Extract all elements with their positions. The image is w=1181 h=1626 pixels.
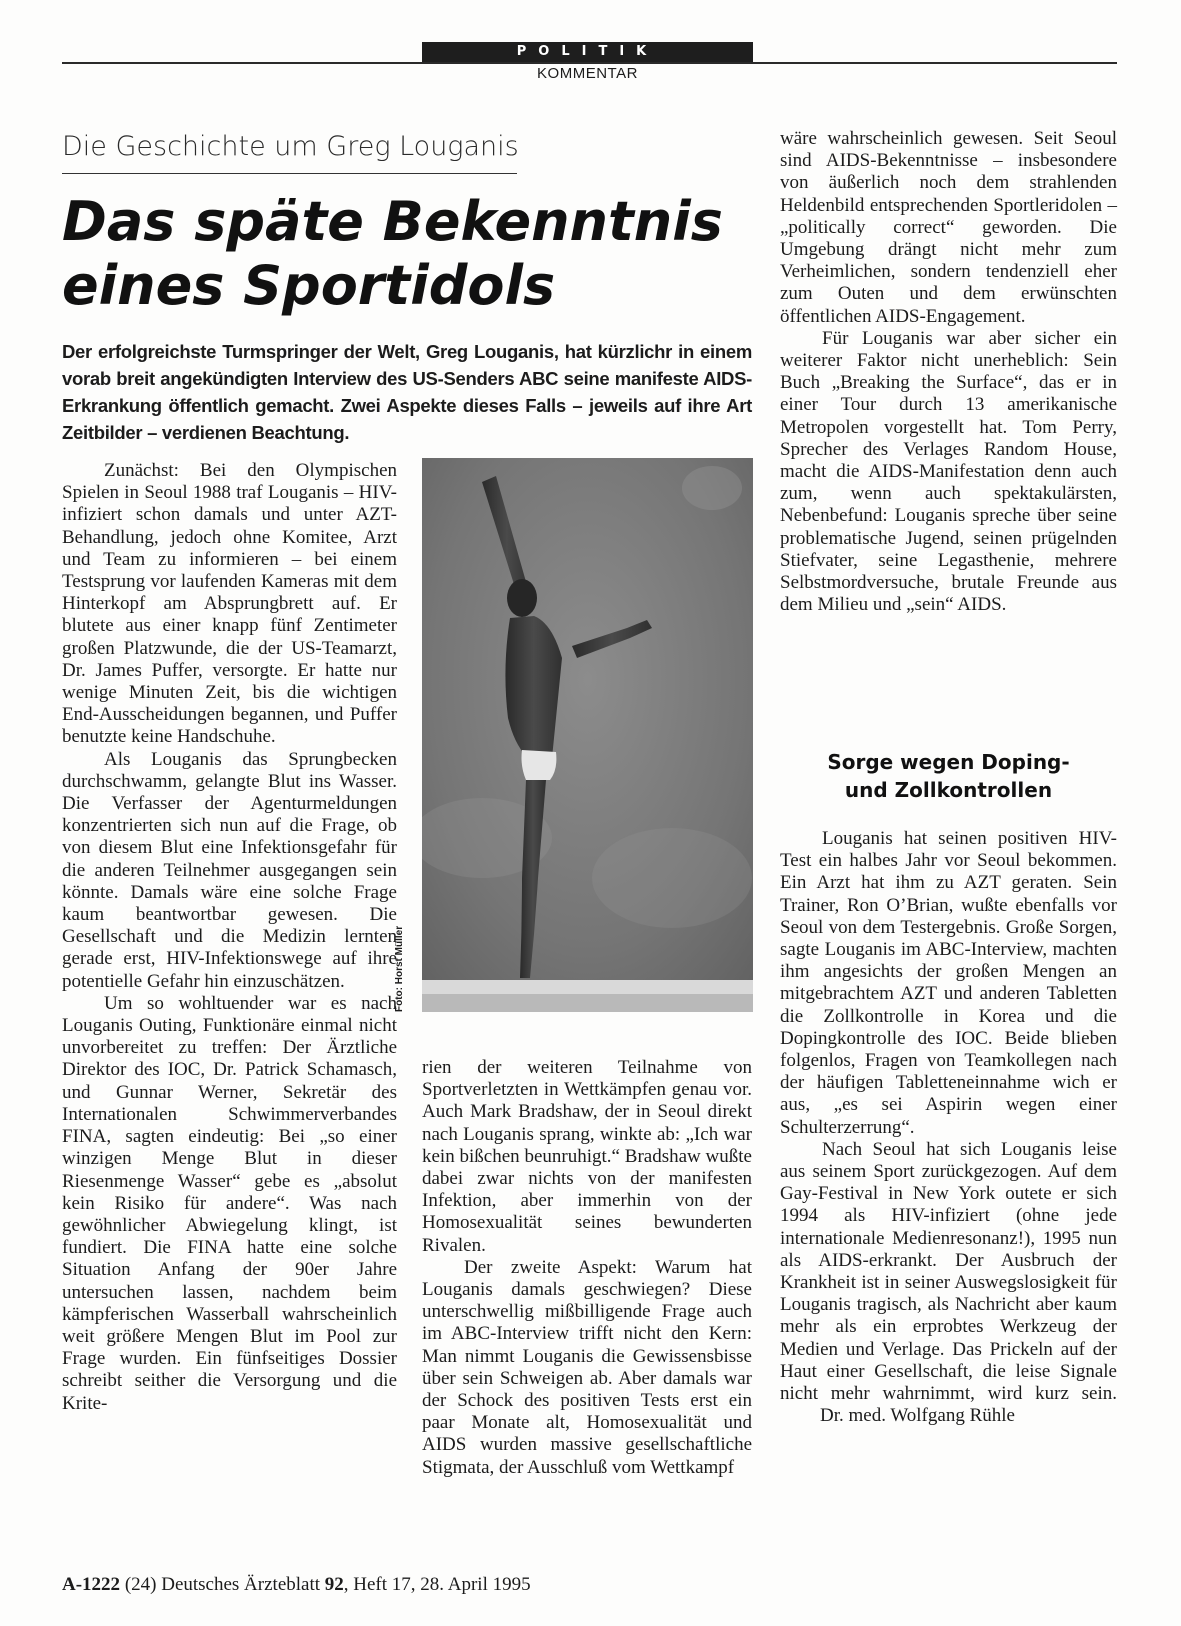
- headline-line-2: eines Sportidols: [62, 254, 556, 317]
- paragraph: rien der weiteren Teilnahme von Sportverletzten in Wettkämpfen genau vor. Auch Mark Bradshaw, der in Seoul direkt nach Louganis sprang, winkte ab: „Ich war kein bißchen beunruhigt.“ Bradshaw wußte dabei zwar nichts von der manifesten Infektion, aber immerhin von der Homosexualität seines bewunderten Rivalen.: [422, 1057, 752, 1256]
- paragraph: Louganis hat seinen positiven HIV-Test ein halbes Jahr vor Seoul bekommen. Ein Arzt hat ihm zu AZT geraten. Sein Trainer, Ron O’Brian, wußte ebenfalls vor Seoul von dem Testergebnis. Große Sorgen, sagte Louganis im ABC-Interview, machten ihm angesichts der großen Mengen an mitgebrachtem AZT und anderen Tabletten die Zollkontrolle in Korea und die Dopingkontrolle des IOC. Beide blieben folgenlos, Fragen von Teamkollegen nach der häufigen Tabletteneinnahme wich er aus, „es sei Aspirin wegen einer Schulterzerrung“.: [780, 828, 1117, 1138]
- paragraph: Um so wohltuender war es nach Louganis Outing, Funktionäre einmal nicht unvorbereitet zu treffen: Der Ärztliche Direktor des IOC, Dr. Patrick Schamasch, und Gunnar Werner, Sekretär des Internationalen Schwimmerverbandes FINA, sagten eindeutig: Bei „so einer winzigen Menge Blut in dieser Riesenmenge Wasser“ gebe es „absolut kein Risiko für andere“. Was nach gewöhnlicher Abwiegelung klingt, ist fundiert. Die FINA hatte eine solche Situation Anfang der 90er Jahre untersuchen lassen, nachdem beim kämpferischen Wasserball wahrscheinlich weit größere Mengen Blut im Pool zur Frage wurden. Ein fünfseitiges Dossier schreibt seither die Versorgung und die Krite-: [62, 992, 397, 1414]
- page-number-alt: (24): [124, 1574, 157, 1595]
- paragraph: [780, 1139, 1117, 1428]
- section-label: POLITIK: [422, 42, 753, 62]
- paragraph: wäre wahrscheinlich gewesen. Seit Seoul sind AIDS-Bekenntnisse – insbesondere von äußerlich noch dem strahlenden Heldenbild entsprechenden Sportleridolen – „politically correct“ geworden. Die Umgebung drängt nicht mehr zum Verheimlichen, sondern tendenziell eher zum Outen und dem erwünschten öffentlichen AIDS-Engagement.: [780, 128, 1117, 327]
- page-footer: [62, 1574, 531, 1596]
- photo-credit: Foto: Horst Müller: [394, 925, 405, 1012]
- diver-photo-illustration: [422, 458, 753, 1012]
- paragraph: Der zweite Aspekt: Warum hat Louganis damals geschwiegen? Diese unterschwellig mißbilligende Frage auch im ABC-Interview trifft nicht den Kern: Man nimmt Louganis die Gewissensbisse über sein Schweigen ab. Aber damals war der Schock des positiven Tests erst ein paar Monate alt, Homosexualität und AIDS wurden massive gesellschaftliche Stigmata, der Ausschluß vom Wettkampf: [422, 1256, 752, 1478]
- article-kicker: Die Geschichte um Greg Louganis: [62, 131, 519, 162]
- section-sublabel: KOMMENTAR: [537, 65, 638, 82]
- paragraph: Zunächst: Bei den Olympischen Spielen in Seoul 1988 traf Louganis – HIV-infiziert schon damals und unter AZT-Behandlung, jedoch ohne Komitee, Arzt und Team zu informieren – bei einem Testsprung vor laufenden Kameras mit dem Hinterkopf am Absprungbrett auf. Er blutete aus einer knapp fünf Zentimeter großen Platzwunde, die der US-Teamarzt, Dr. James Puffer, versorgte. Er hatte nur wenige Minuten Zeit, bis die wichtigen End-Ausscheidungen begannen, und Puffer benutzte keine Handschuhe.: [62, 460, 397, 748]
- column-2: [422, 1057, 752, 1479]
- journal-volume: 92: [324, 1574, 344, 1595]
- diver-photo: [422, 458, 753, 1012]
- column-3-top: [780, 128, 1117, 616]
- author-signature: Dr. med. Wolfgang Rühle: [820, 1405, 1015, 1427]
- article-headline: [62, 190, 752, 318]
- paragraph-text: Nach Seoul hat sich Louganis leise aus seinem Sport zurückgezogen. Auf dem Gay-Festival in New York outete er sich 1994 als HIV-infiziert (ohne jede internationale Medienresonanz!), 1995 nun als AIDS-erkrankt. Der Ausbruch der Krankheit ist in seiner Auswegslosigkeit für Louganis tragisch, als Nachricht aber kaum mehr als ein erprobtes Werkzeug der Medien und Verlage. Das Prickeln auf der Haut einer Gesellschaft, die leise Signale nicht mehr wahrnimmt, wird kurz sein.: [780, 1138, 1117, 1405]
- kicker-rule: [62, 173, 517, 174]
- article-subheading: [780, 748, 1117, 804]
- column-3-bottom: [780, 828, 1117, 1427]
- subheading-line-1: Sorge wegen Doping-: [827, 750, 1070, 774]
- column-1: [62, 460, 397, 1415]
- journal-issue: , Heft 17, 28. April 1995: [343, 1574, 531, 1595]
- subheading-line-2: und Zollkontrollen: [844, 778, 1053, 802]
- page-number: A-1222: [62, 1574, 121, 1595]
- header-rule: [62, 62, 1117, 64]
- journal-name: Deutsches Ärzteblatt: [161, 1574, 321, 1595]
- paragraph: Für Louganis war aber sicher ein weiterer Faktor nicht unerheblich: Sein Buch „Breaking the Surface“, das er in einer Tour durch 13 amerikanische Metropolen vorgestellt hat. Tom Perry, Sprecher des Verlages Random House, macht die AIDS-Manifestation denn auch zum, wenn auch spektakulärsten, Nebenbefund: Louganis spreche über seine problematische Jugend, seinen prügelnden Stiefvater, seine Legasthenie, mehrere Selbstmordversuche, brutale Freunde aus dem Milieu und „sein“ AIDS.: [780, 327, 1117, 616]
- headline-line-1: Das späte Bekenntnis: [62, 190, 723, 253]
- article-lead: Der erfolgreichste Turmspringer der Welt, Greg Louganis, hat kürzlichr in einem vorab breit angekündigten Interview des US-Senders ABC seine manifeste AIDS-Erkrankung öffentlich gemacht. Zwei Aspekte dieses Falls – jeweils auf ihre Art Zeitbilder – verdienen Beachtung.: [62, 341, 752, 443]
- paragraph: Als Louganis das Sprungbecken durchschwamm, gelangte Blut ins Wasser. Die Verfasser der Agenturmeldungen konzentrierten sich nun auf die Frage, ob von diesem Blut eine Infektionsgefahr für die anderen Teilnehmer ausgegangen sein könnte. Damals wäre eine solche Frage kaum beantwortbar gewesen. Die Gesellschaft und die Medizin lernten gerade erst, HIV-Infektionswege auf ihre potentielle Gefahr hin einzuschätzen.: [62, 748, 397, 992]
